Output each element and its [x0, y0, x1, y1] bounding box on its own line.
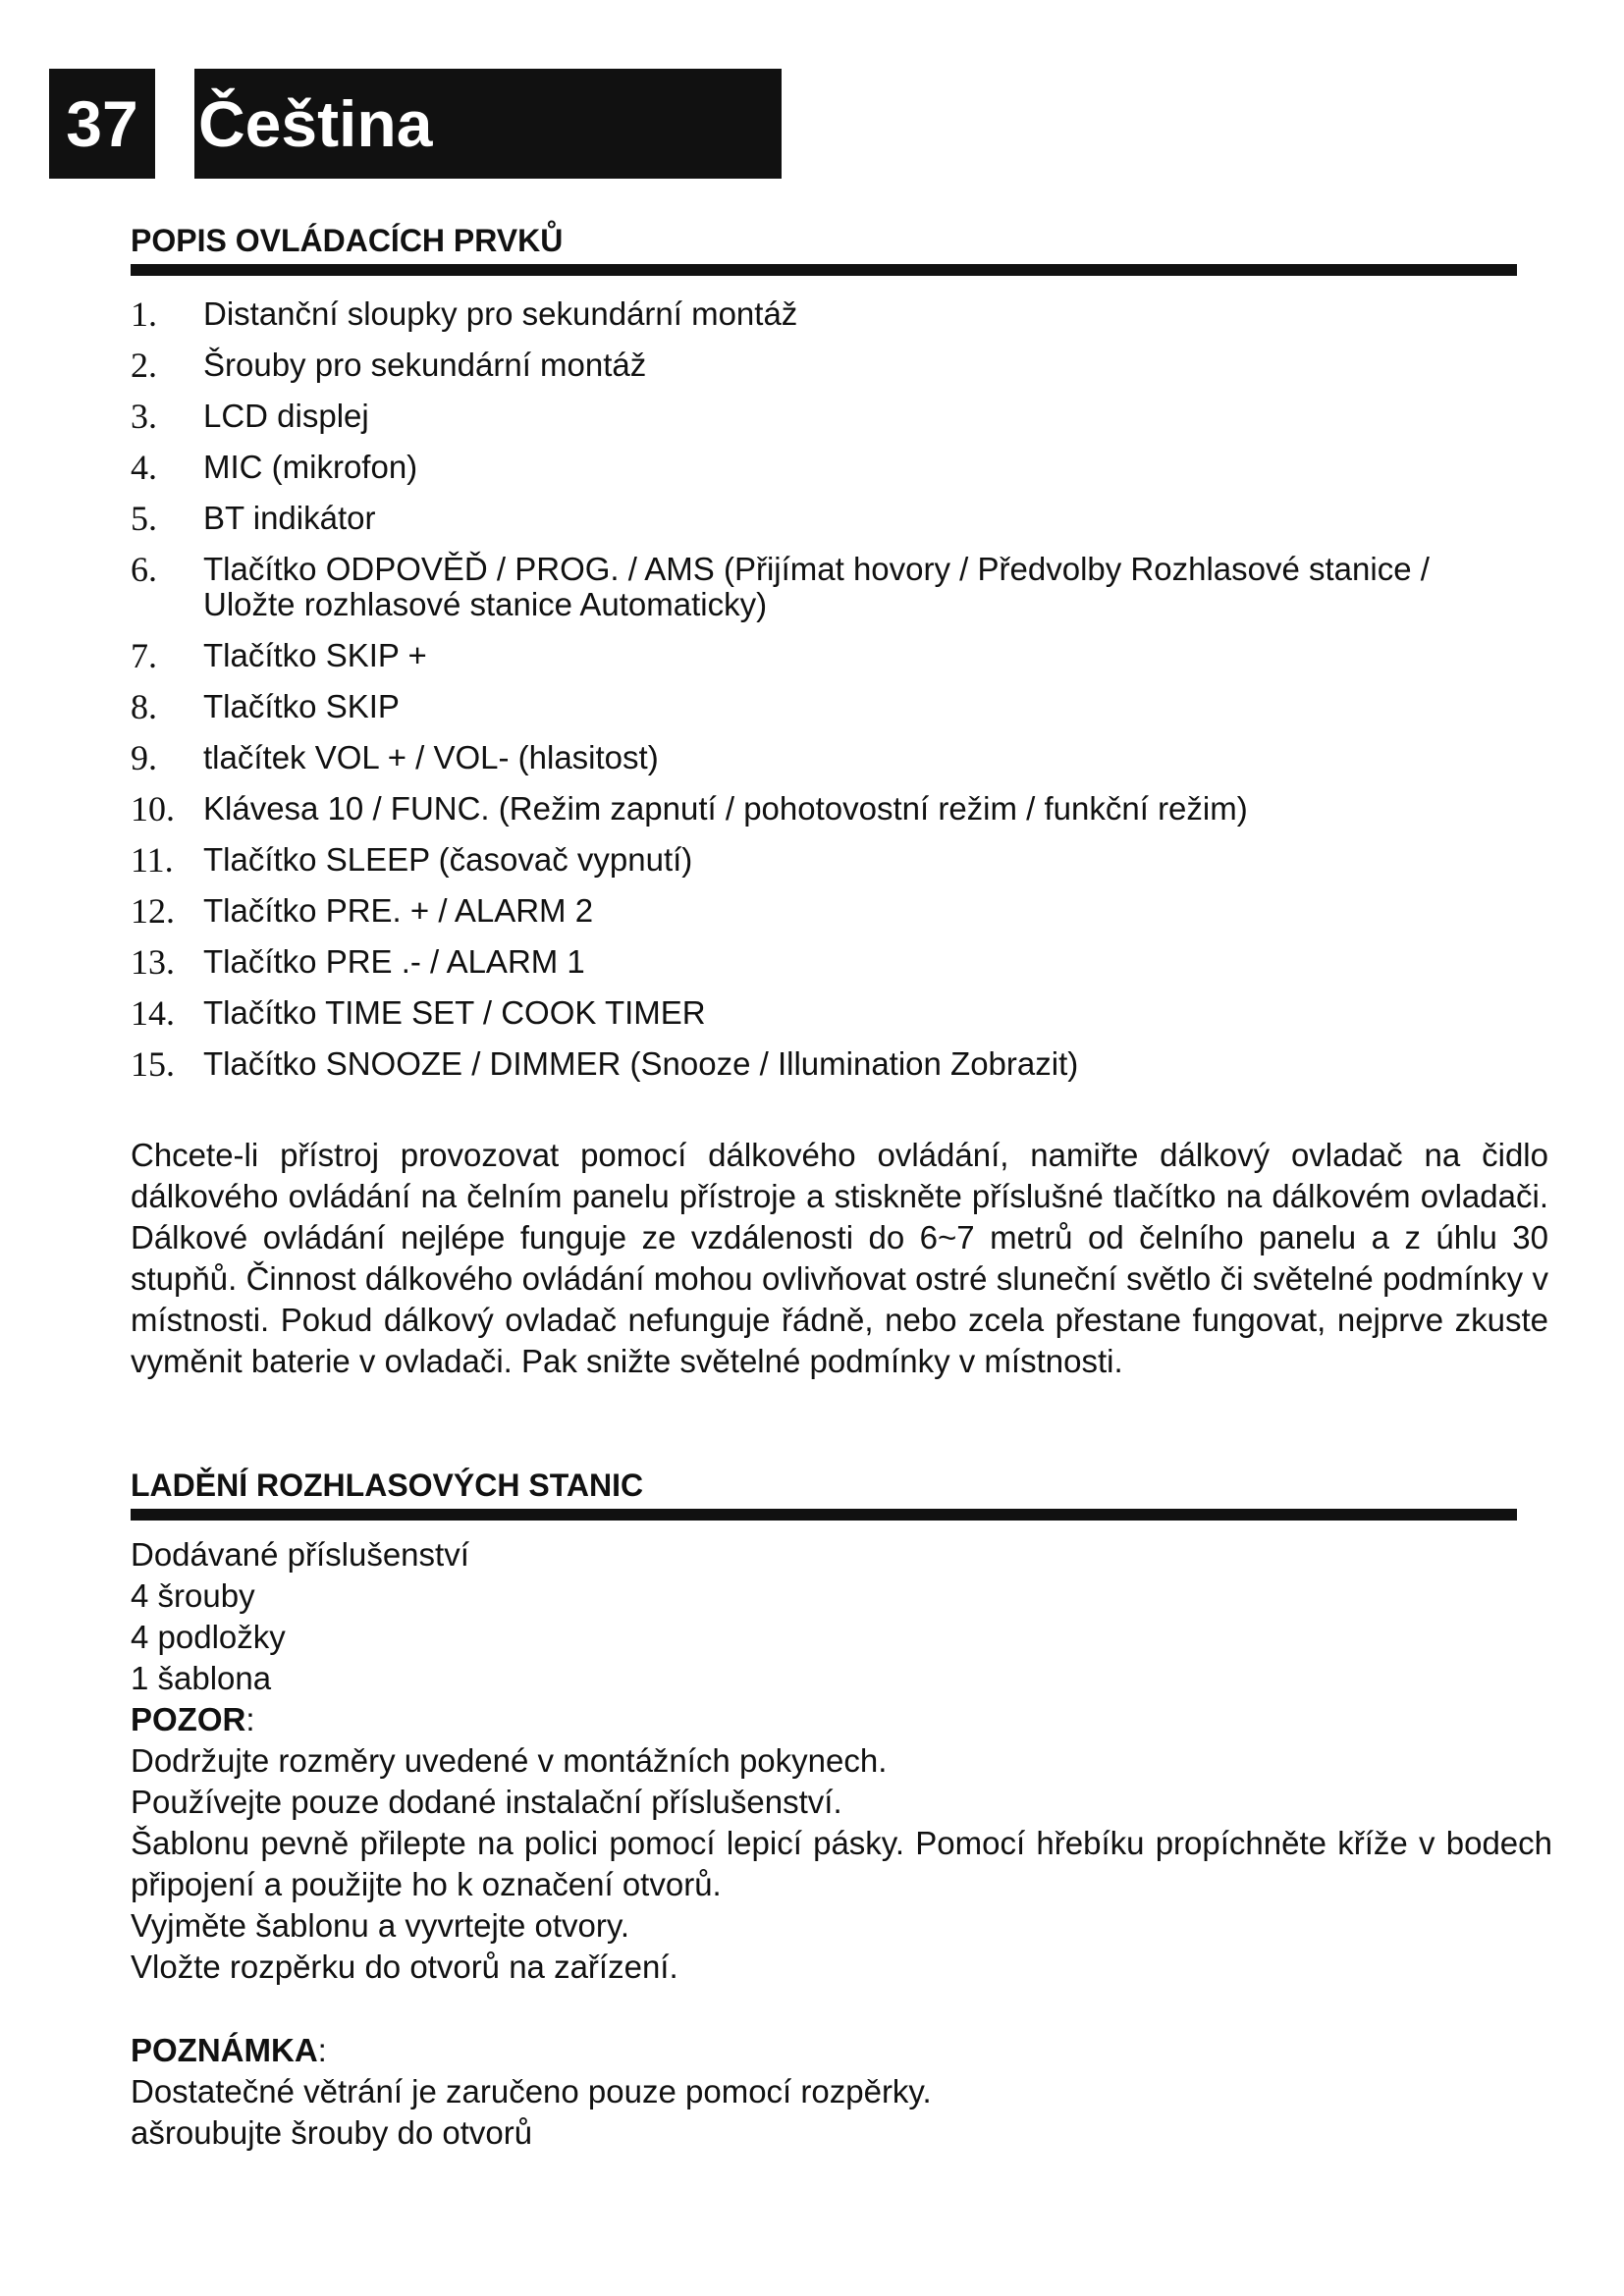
page-number: 37: [49, 69, 155, 179]
item-number: 1.: [131, 294, 157, 334]
item-number: 8.: [131, 687, 157, 726]
list-item: [131, 552, 1525, 622]
item-number: 14.: [131, 993, 175, 1033]
item-text: Šrouby pro sekundární montáž: [203, 347, 647, 383]
caution-line: Šablonu pevně přilepte na polici pomocí lepicí pásky. Pomocí hřebíku propíchněte kříže v bodech připojení a použijte ho k označení otvorů.: [131, 1825, 1552, 1902]
item-number: 7.: [131, 636, 157, 675]
controls-list: [131, 296, 1525, 1097]
item-number: 6.: [131, 550, 157, 589]
item-number: 13.: [131, 942, 175, 982]
item-number: 12.: [131, 891, 175, 931]
caution-line: Vyjměte šablonu a vyvrtejte otvory.: [131, 1907, 630, 1944]
item-text: tlačítek VOL + / VOL- (hlasitost): [203, 739, 659, 775]
item-number: 3.: [131, 397, 157, 436]
section-heading-tuning: LADĚNÍ ROZHLASOVÝCH STANIC: [131, 1466, 1517, 1521]
item-number: 15.: [131, 1044, 175, 1084]
item-text: Tlačítko SLEEP (časovač vypnutí): [203, 841, 693, 878]
item-text: BT indikátor: [203, 500, 376, 536]
list-item: [131, 1046, 1525, 1082]
accessory-item: 4 podložky: [131, 1619, 286, 1655]
item-text: MIC (mikrofon): [203, 449, 418, 485]
note-line: Dostatečné větrání je zaručeno pouze pomocí rozpěrky.: [131, 2073, 932, 2109]
item-text: Tlačítko PRE .- / ALARM 1: [203, 943, 585, 980]
accessories-title: Dodávané příslušenství: [131, 1536, 469, 1573]
list-item: [131, 501, 1525, 536]
caution-label: POZOR: [131, 1701, 246, 1737]
caution-line: Dodržujte rozměry uvedené v montážních pokynech.: [131, 1742, 888, 1779]
note-label: POZNÁMKA: [131, 2032, 318, 2068]
item-text: Distanční sloupky pro sekundární montáž: [203, 295, 798, 332]
list-item: [131, 347, 1525, 383]
note-line: ašroubujte šrouby do otvorů: [131, 2114, 533, 2151]
list-item: [131, 791, 1525, 827]
item-text: Tlačítko SKIP +: [203, 637, 427, 673]
caution-line: Vložte rozpěrku do otvorů na zařízení.: [131, 1949, 678, 1985]
note-heading: POZNÁMKA:: [131, 2032, 327, 2068]
section-heading-controls: POPIS OVLÁDACÍCH PRVKŮ: [131, 221, 1517, 276]
item-text: Tlačítko SNOOZE / DIMMER (Snooze / Illumination Zobrazit): [203, 1045, 1079, 1082]
item-text: Tlačítko SKIP: [203, 688, 400, 724]
accessory-item: 4 šrouby: [131, 1577, 255, 1614]
list-item: [131, 450, 1525, 485]
list-item: [131, 842, 1525, 878]
list-item: [131, 296, 1525, 332]
item-number: 2.: [131, 346, 157, 385]
list-item: [131, 689, 1525, 724]
item-text: LCD displej: [203, 398, 369, 434]
accessories-block: [131, 1534, 1552, 1988]
list-item: [131, 995, 1525, 1031]
item-number: 11.: [131, 840, 174, 880]
remote-control-paragraph: Chcete-li přístroj provozovat pomocí dálkového ovládání, namiřte dálkový ovladač na čidlo dálkového ovládání na čelním panelu přístroje a stiskněte příslušné tlačítko na dálkovém ovladači. Dálkové ovládání nejlépe funguje ze vzdálenosti do 6~7 metrů od čelního panelu a z úhlu 30 stupňů. Činnost dálkového ovládání mohou ovlivňovat ostré sluneční světlo či světelné podmínky v místnosti. Pokud dálkový ovladač nefunguje řádně, nebo zcela přestane fungovat, nejprve zkuste vyměnit baterie v ovladači. Pak snižte světelné podmínky v místnosti.: [131, 1137, 1548, 1379]
note-block: [131, 2030, 1552, 2154]
language-title: Čeština: [194, 69, 782, 179]
list-item: [131, 638, 1525, 673]
accessory-item: 1 šablona: [131, 1660, 272, 1696]
item-number: 4.: [131, 448, 157, 487]
list-item: [131, 399, 1525, 434]
list-item: [131, 893, 1525, 929]
item-text: Klávesa 10 / FUNC. (Režim zapnutí / pohotovostní režim / funkční režim): [203, 790, 1248, 827]
item-number: 5.: [131, 499, 157, 538]
item-number: 9.: [131, 738, 157, 777]
caution-heading: POZOR:: [131, 1701, 255, 1737]
list-item: [131, 740, 1525, 775]
item-text: Tlačítko PRE. + / ALARM 2: [203, 892, 594, 929]
caution-line: Používejte pouze dodané instalační příslušenství.: [131, 1784, 842, 1820]
list-item: [131, 944, 1525, 980]
item-text: Tlačítko ODPOVĚĎ / PROG. / AMS (Přijímat hovory / Předvolby Rozhlasové stanice / Uložte rozhlasové stanice Automaticky): [203, 551, 1430, 622]
item-number: 10.: [131, 789, 175, 828]
item-text: Tlačítko TIME SET / COOK TIMER: [203, 994, 706, 1031]
